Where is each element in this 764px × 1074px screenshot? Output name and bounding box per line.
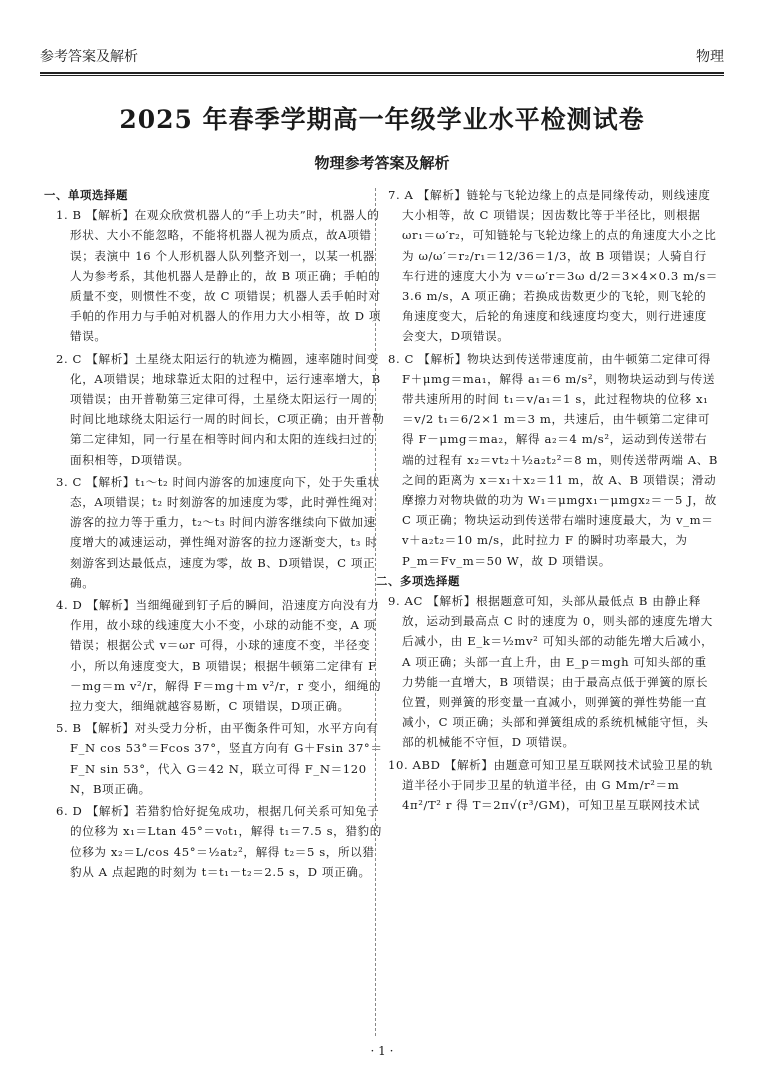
section-heading-single-choice: 一、单项选择题 bbox=[44, 188, 128, 202]
answer-item-1: 1. B 【解析】在观众欣赏机器人的“手上功夫”时，机器人的形状、大小不能忽略，不能将机器人视为质点，故A项错误；表演中 16 个人形机器人队列整齐划一，以某一机器人为参考系，其他机器人是静止的，故 B 项正确；手帕的质量不变，则惯性不变，故 C 项错误；机器人丢手帕时对手帕的作用力与手帕对机器人的作用力大小相等，故 D 项错误。 bbox=[56, 208, 382, 344]
header-rule bbox=[40, 72, 724, 74]
answer-item-3: 3. C 【解析】t₁～t₂ 时间内游客的加速度向下，处于失重状态，A项错误；t₂ 时刻游客的加速度为零，此时弹性绳对游客的拉力等于重力，t₂～t₃ 时间内游客继续向下做加速度增大的减速运动，弹性绳对游客的拉力逐渐变大，t₃ 时刻游客到达最低点，速度为零，故 B、D项错误，C 项正确。 bbox=[56, 474, 380, 590]
answer-item-5: 5. B 【解析】对头受力分析，由平衡条件可知，水平方向有 F_N cos 53°＝Fcos 37°，竖直方向有 G＋Fsin 37°＝F_N sin 53°，代入 G＝42 N，联立可得 F_N＝120 N，B项正确。 bbox=[56, 721, 383, 796]
document-subtitle: 物理参考答案及解析 bbox=[314, 154, 450, 172]
right-column bbox=[376, 185, 719, 815]
answer-item-2: 2. C 【解析】土星绕太阳运行的轨迹为椭圆，速率随时间变化，A项错误；地球靠近太阳的过程中，运行速率增大，B项错误；由开普勒第三定律可得，土星绕太阳运行一周的时间比地球绕太阳运行一周的时间长，C项正确；由开普勒第二定律知，同一行星在相等时间内和太阳的连线扫过的面积相等，D项错误。 bbox=[56, 351, 385, 467]
answer-item-4: 4. D 【解析】当细绳碰到钉子后的瞬间，沿速度方向没有力作用，故小球的线速度大小不变，小球的动能不变，A 项错误；根据公式 v＝ωr 可得，小球的速度不变，半径变小，所以角速度变大，B 项错误；根据牛顿第二定律有 F－mg＝m v²/r，解得 F＝mg＋m v²/r，r 变小，细绳的拉力变大，细绳就越容易断，C 项错误，D项正确。 bbox=[56, 598, 382, 714]
header-rule-thin bbox=[40, 75, 724, 76]
answer-item-9: 9. AC 【解析】根据题意可知，头部从最低点 B 由静止释放，运动到最高点 C 时的速度为 0，则头部的速度先增大后减小，由 E_k＝½mv² 可知头部的动能先增大后减小，A 项正确；头部一直上升，由 E_p＝mgh 可知头部的重力势能一直增大，B 项错误；由于最高点低于弹簧的原长位置，则弹簧的形变量一直减小，则弹簧的弹性势能一直减小，C 项正确；头部和弹簧组成的系统机械能守恒，头部的机械能不守恒，D 项错误。 bbox=[388, 594, 714, 750]
section-heading-multiple-choice: 二、多项选择题 bbox=[376, 573, 460, 588]
answer-item-10: 10. ABD 【解析】由题意可知卫星互联网技术试验卫星的轨道半径小于同步卫星的轨道半径，由 G Mm/r²＝m 4π²/T² r 得 T＝2π√(r³/GM)，可知卫星互联网技术试 bbox=[388, 757, 714, 813]
page-header bbox=[40, 46, 724, 72]
column-divider bbox=[375, 188, 376, 1036]
header-left-label: 参考答案及解析 bbox=[40, 49, 138, 65]
document-title: 2025 年春季学期高一年级学业水平检测试卷 bbox=[119, 105, 645, 134]
page-number: · 1 · bbox=[370, 1044, 394, 1058]
answer-item-6: 6. D 【解析】若猎豹恰好捉兔成功，根据几何关系可知兔子的位移为 x₁＝Ltan 45°＝v₀t₁，解得 t₁＝7.5 s，猎豹的位移为 x₂＝L/cos 45°＝½at₂²，解得 t₂＝5 s，所以猎豹从 A 点起跑的时刻为 t＝t₁－t₂＝2.5 s，D 项正确。 bbox=[56, 804, 382, 879]
answer-item-8: 8. C 【解析】物块达到传送带速度前，由牛顿第二定律可得 F＋μmg＝ma₁，解得 a₁＝6 m/s²，则物块运动到与传送带共速所用的时间 t₁＝v/a₁＝1 s，此过程物块的位移 x₁＝v/2 t₁＝6/2×1 m＝3 m，共速后，由牛顿第二定律可得 F－μmg＝ma₂，解得 a₂＝4 m/s²，运动到传送带右端的过程有 x₂＝vt₂＋½a₂t₂²＝8 m，则传送带两端 A、B 之间的距离为 x＝x₁＋x₂＝11 m，故 A、B 项错误；滑动摩擦力对物块做的功为 W₁＝μmgx₁－μmgx₂＝－5 J，故 C 项正确；物块运动到传送带右端时速度最大，为 v_m＝v＋a₂t₂＝10 m/s，此时拉力 F 的瞬时功率最大，为 P_m＝Fv_m＝50 W，故 D 项错误。 bbox=[388, 351, 719, 568]
header-subject-label: 物理 bbox=[696, 49, 724, 65]
answer-item-7: 7. A 【解析】链轮与飞轮边缘上的点是同缘传动，则线速度大小相等，故 C 项错误；因齿数比等于半径比，则根据 ωr₁＝ω′r₂，可知链轮与飞轮边缘上的点的角速度大小之比为 ω/ω′＝r₂/r₁＝12/36＝1/3，故 B 项错误；人骑自行车行进的速度大小为 v＝ω′r＝3ω d/2＝3×4×0.3 m/s＝3.6 m/s，A 项正确；若换成齿数更少的飞轮，则飞轮的角速度变大，后轮的角速度和线速度均变大，则行进速度会变大，D项错误。 bbox=[388, 188, 718, 344]
left-column bbox=[44, 185, 386, 882]
